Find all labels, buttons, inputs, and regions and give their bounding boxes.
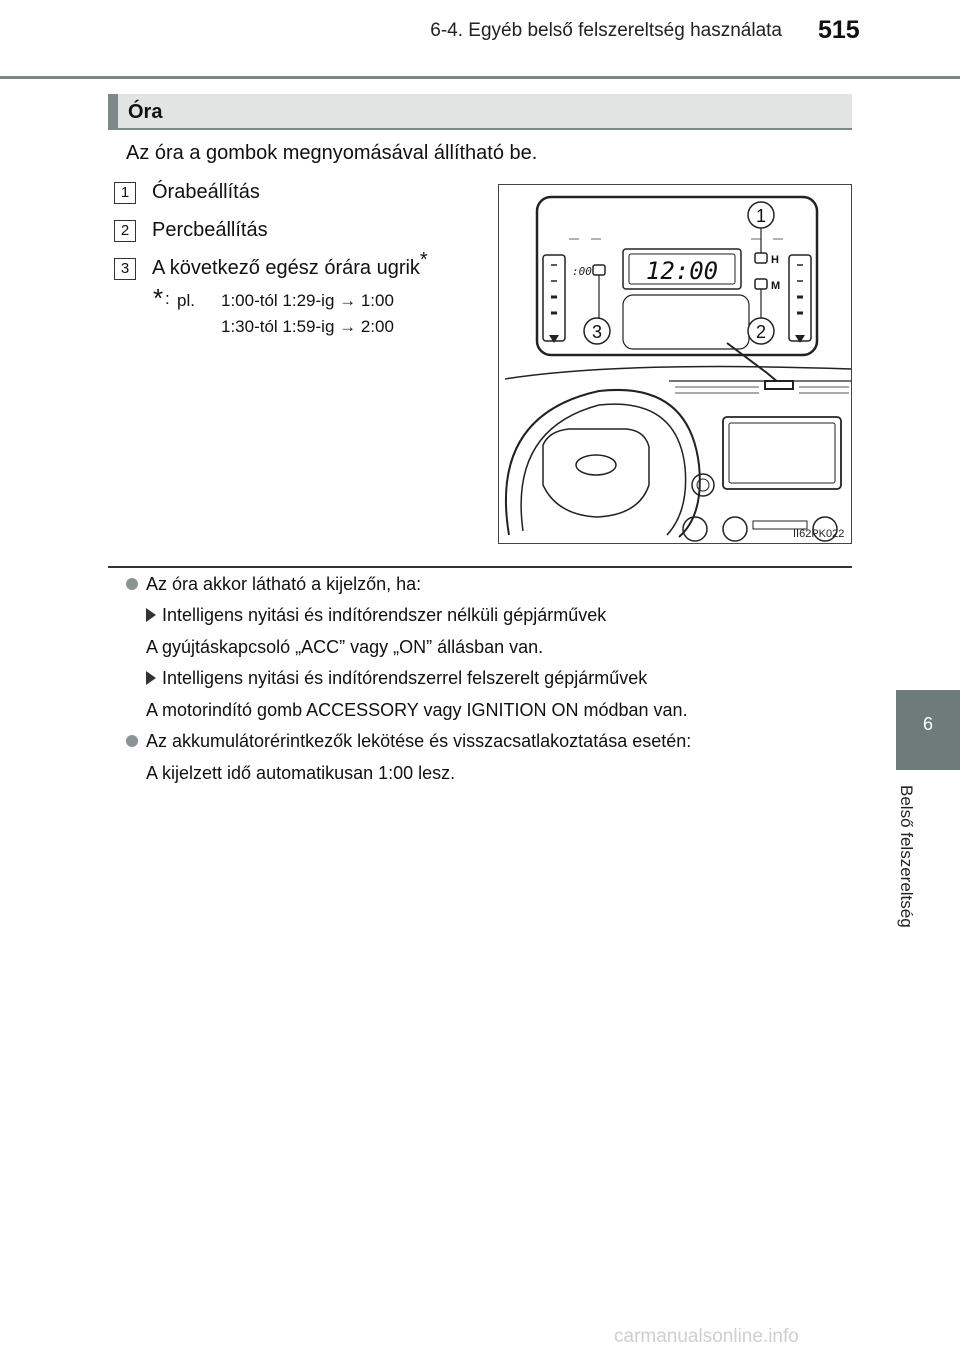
- note-text: Az akkumulátorérintkezők lekötése és visszacsatlakoztatása esetén:: [146, 731, 692, 751]
- steering-hub: [543, 429, 649, 517]
- watermark: carmanualsonline.info: [614, 1326, 799, 1347]
- note-paragraph: A kijelzett idő automatikusan 1:00 lesz.: [146, 763, 456, 783]
- chapter-number: 6: [922, 714, 933, 734]
- section-intro: Az óra a gombok megnyomásával állítható be.: [126, 142, 538, 164]
- footnote-line-2: 1:30-tól 1:59-ig → 2:00: [221, 317, 394, 336]
- button-m-label: M: [771, 280, 781, 292]
- triangle-bullet-icon: [146, 671, 156, 685]
- dash-top-line: [505, 367, 851, 379]
- footnote-colon: :: [165, 289, 170, 308]
- sub-item-text: Intelligens nyitási és indítórendszerrel felszerelt gépjárművek: [162, 668, 648, 688]
- footnote-star: *: [153, 283, 164, 313]
- button-h-label: H: [771, 254, 779, 266]
- figure-code: II62PK022: [793, 528, 845, 540]
- clock-illustration: [498, 184, 852, 544]
- item-number-badge: 3: [114, 258, 136, 280]
- note-paragraph: A motorindító gomb ACCESSORY vagy IGNITION ON módban van.: [146, 700, 688, 720]
- item-number-badge: 2: [114, 220, 136, 242]
- dashboard-drawing: [499, 185, 853, 545]
- section-accent: [108, 94, 118, 130]
- separator-line: [108, 566, 852, 568]
- running-header-title: 6-4. Egyéb belső felszereltség használata: [430, 20, 782, 41]
- item-label-text: A következő egész órára ugrik: [152, 257, 420, 279]
- small-display-text: :00: [572, 265, 592, 278]
- chapter-side-label: [886, 785, 926, 965]
- callout-3-number: 3: [591, 322, 603, 342]
- footnote-line-1: 1:00-tól 1:29-ig → 1:00: [221, 291, 394, 310]
- sub-item-text: Intelligens nyitási és indítórendszer nélküli gépjárművek: [162, 605, 607, 625]
- item-label: Órabeállítás: [152, 181, 260, 203]
- clock-location-marker: [765, 381, 793, 389]
- callout-2-number: 2: [755, 322, 767, 342]
- section-title-bar: [108, 94, 852, 130]
- triangle-bullet-icon: [146, 608, 156, 622]
- note-paragraph: A gyújtáskapcsoló „ACC” vagy „ON” állásban van.: [146, 637, 544, 657]
- chapter-tab: [896, 690, 960, 770]
- center-vents: [675, 387, 849, 393]
- page-number: 515: [818, 16, 860, 44]
- item-label: Percbeállítás: [152, 219, 268, 241]
- bullet-dot-icon: [126, 735, 138, 747]
- clock-display-text: 12:00: [645, 257, 719, 285]
- note-text: Az óra akkor látható a kijelzőn, ha:: [146, 574, 422, 594]
- footnote-prefix: pl.: [177, 291, 195, 310]
- item-label: [152, 249, 428, 280]
- header-rule: [0, 76, 960, 79]
- chapter-label-text: Belső felszereltség: [897, 785, 916, 928]
- knob: [692, 474, 714, 496]
- footnote-marker: *: [419, 249, 428, 271]
- section-title: Óra: [128, 101, 163, 123]
- callout-1-number: 1: [755, 206, 767, 226]
- bullet-dot-icon: [126, 578, 138, 590]
- infotainment-screen: [723, 417, 841, 489]
- item-number-badge: 1: [114, 182, 136, 204]
